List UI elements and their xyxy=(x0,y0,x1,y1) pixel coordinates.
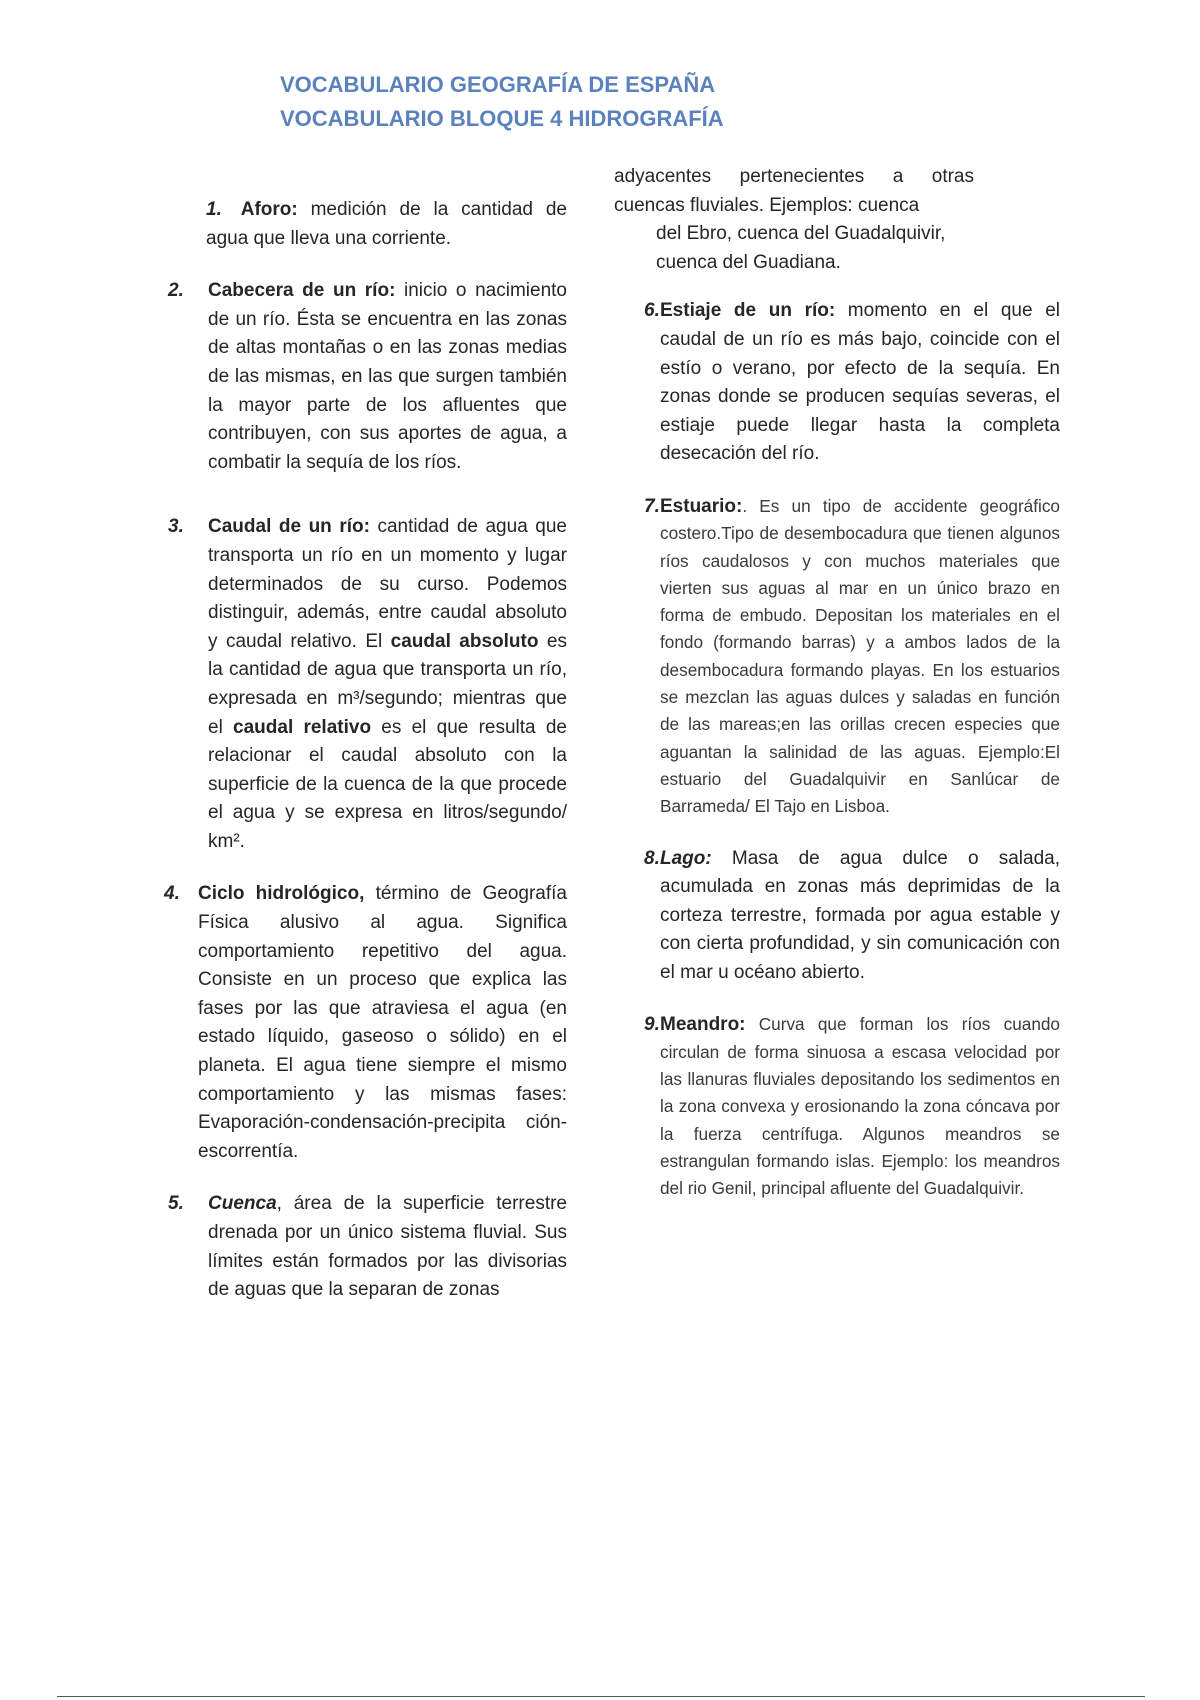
entry-definition: término de Geografía Física alusivo al agua. Significa comportamiento repetitivo del agua. Consiste en un proceso que explica las fases por las que atraviesa el agua (en estado líquido, gaseoso o sólido) en el planeta. El agua tiene siempre el mismo comportamiento y las mismas fases: Evaporación-condensación-precipita ción-escorrentía. xyxy=(198,883,567,1162)
entry-definition: Masa de agua dulce o salada, acumulada en zonas más deprimidas de la corteza terrestre, formada por agua estable y con cierta profundidad, y sin comunicación con el mar u océano abierto. xyxy=(660,847,1060,983)
entry-term: Estiaje de un río: xyxy=(660,300,836,322)
entry-definition: medición de la cantidad de agua que lleva una corriente. xyxy=(206,199,567,249)
entry-term: Cabecera de un río: xyxy=(208,280,396,302)
entry-aforo xyxy=(182,196,567,253)
entry-estuario xyxy=(626,493,1060,821)
entry-cuenca xyxy=(168,1190,567,1304)
continuation-line: adyacentes pertenecientes a otras cuencas fluviales. Ejemplos: cuenca xyxy=(614,166,974,216)
entry-term: Aforo: xyxy=(240,199,298,220)
entry-number: 9. xyxy=(644,1014,660,1036)
entry-term: Estuario: xyxy=(660,495,743,517)
caudal-relativo-term: caudal relativo xyxy=(233,716,372,738)
cuenca-continuation-indented xyxy=(656,220,986,277)
document-title xyxy=(280,68,724,136)
entry-cabecera xyxy=(168,277,567,477)
title-line-1: VOCABULARIO GEOGRAFÍA DE ESPAÑA xyxy=(280,72,716,97)
entry-number: 2. xyxy=(168,280,184,302)
entry-number: 8. xyxy=(644,847,660,869)
entry-ciclo-hidrologico xyxy=(164,880,567,1166)
footer-divider xyxy=(57,1696,1145,1697)
continuation-line: del Ebro, cuenca del Guadalquivir, cuenca del Guadiana. xyxy=(656,223,946,273)
left-column xyxy=(164,196,567,1329)
entry-caudal xyxy=(168,513,567,856)
entry-number: 3. xyxy=(168,516,184,538)
entry-definition-part: es el que resulta de relacionar el caudal absoluto con la superficie de la cuenca de la que procede el agua y se expresa en litros/segundo/ km². xyxy=(208,716,567,852)
entry-term: Lago: xyxy=(660,847,712,869)
entry-definition: momento en el que el caudal de un río es más bajo, coincide con el estío o verano, por efecto de la sequía. En zonas donde se producen sequías severas, el estiaje puede llegar hasta la completa desecación del río. xyxy=(660,300,1060,465)
entry-number: 1. xyxy=(206,199,222,220)
entry-definition: Curva que forman los ríos cuando circulan de forma sinuosa a escasa velocidad por las llanuras fluviales depositando los sedimentos en la zona convexa y erosionando la zona cóncava por la fuerza centrífuga. Algunos meandros se estrangulan formando islas. Ejemplo: los meandros del rio Genil, principal afluente del Guadalquivir. xyxy=(660,1014,1060,1199)
entry-definition-part: es la cantidad de agua que transporta un río, expresada en m³/segundo; mientras que el xyxy=(208,630,567,738)
entry-number: 7. xyxy=(644,495,660,517)
entry-term: Ciclo hidrológico, xyxy=(198,883,365,905)
entry-number: 4. xyxy=(164,883,180,905)
entry-term: Cuenca xyxy=(208,1193,277,1215)
right-column xyxy=(614,163,1060,1227)
entry-term: Caudal de un río: xyxy=(208,516,370,538)
entry-number: 5. xyxy=(168,1193,184,1215)
title-line-2: VOCABULARIO BLOQUE 4 HIDROGRAFÍA xyxy=(280,106,724,131)
entry-meandro xyxy=(626,1011,1060,1202)
entry-number: 6. xyxy=(644,300,660,322)
caudal-absoluto-term: caudal absoluto xyxy=(390,630,539,652)
cuenca-continuation xyxy=(614,163,974,220)
entry-definition: . Es un tipo de accidente geográfico costero.Tipo de desembocadura que tienen algunos ríos caudalosos y con muchos materiales que vierten sus aguas al mar en un único brazo en forma de embudo. Depositan los materiales en el fondo (formando barras) y a ambos lados de la desembocadura formando playas. En los estuarios se mezclan las aguas dulces y saladas en función de las mareas;en las orillas crecen especies que aguantan la salinidad de las aguas. Ejemplo:El estuario del Guadalquivir en Sanlúcar de Barrameda/ El Tajo en Lisboa. xyxy=(660,495,1060,817)
entry-definition: inicio o nacimiento de un río. Ésta se encuentra en las zonas de altas montañas o en las zonas medias de las mismas, en las que surgen también la mayor parte de los afluentes que contribuyen, con sus aportes de agua, a combatir la sequía de los ríos. xyxy=(208,280,567,473)
entry-definition-part: cantidad de agua que transporta un río en un momento y lugar determinados de su curso. Podemos distinguir, además, entre caudal absoluto y caudal relativo. El xyxy=(208,516,567,652)
entry-lago xyxy=(626,845,1060,988)
entry-definition: , área de la superficie terrestre drenada por un único sistema fluvial. Sus límites están formados por las divisorias de aguas que la separan de zonas xyxy=(208,1193,567,1301)
entry-term: Meandro: xyxy=(660,1014,746,1036)
entry-estiaje xyxy=(626,297,1060,469)
